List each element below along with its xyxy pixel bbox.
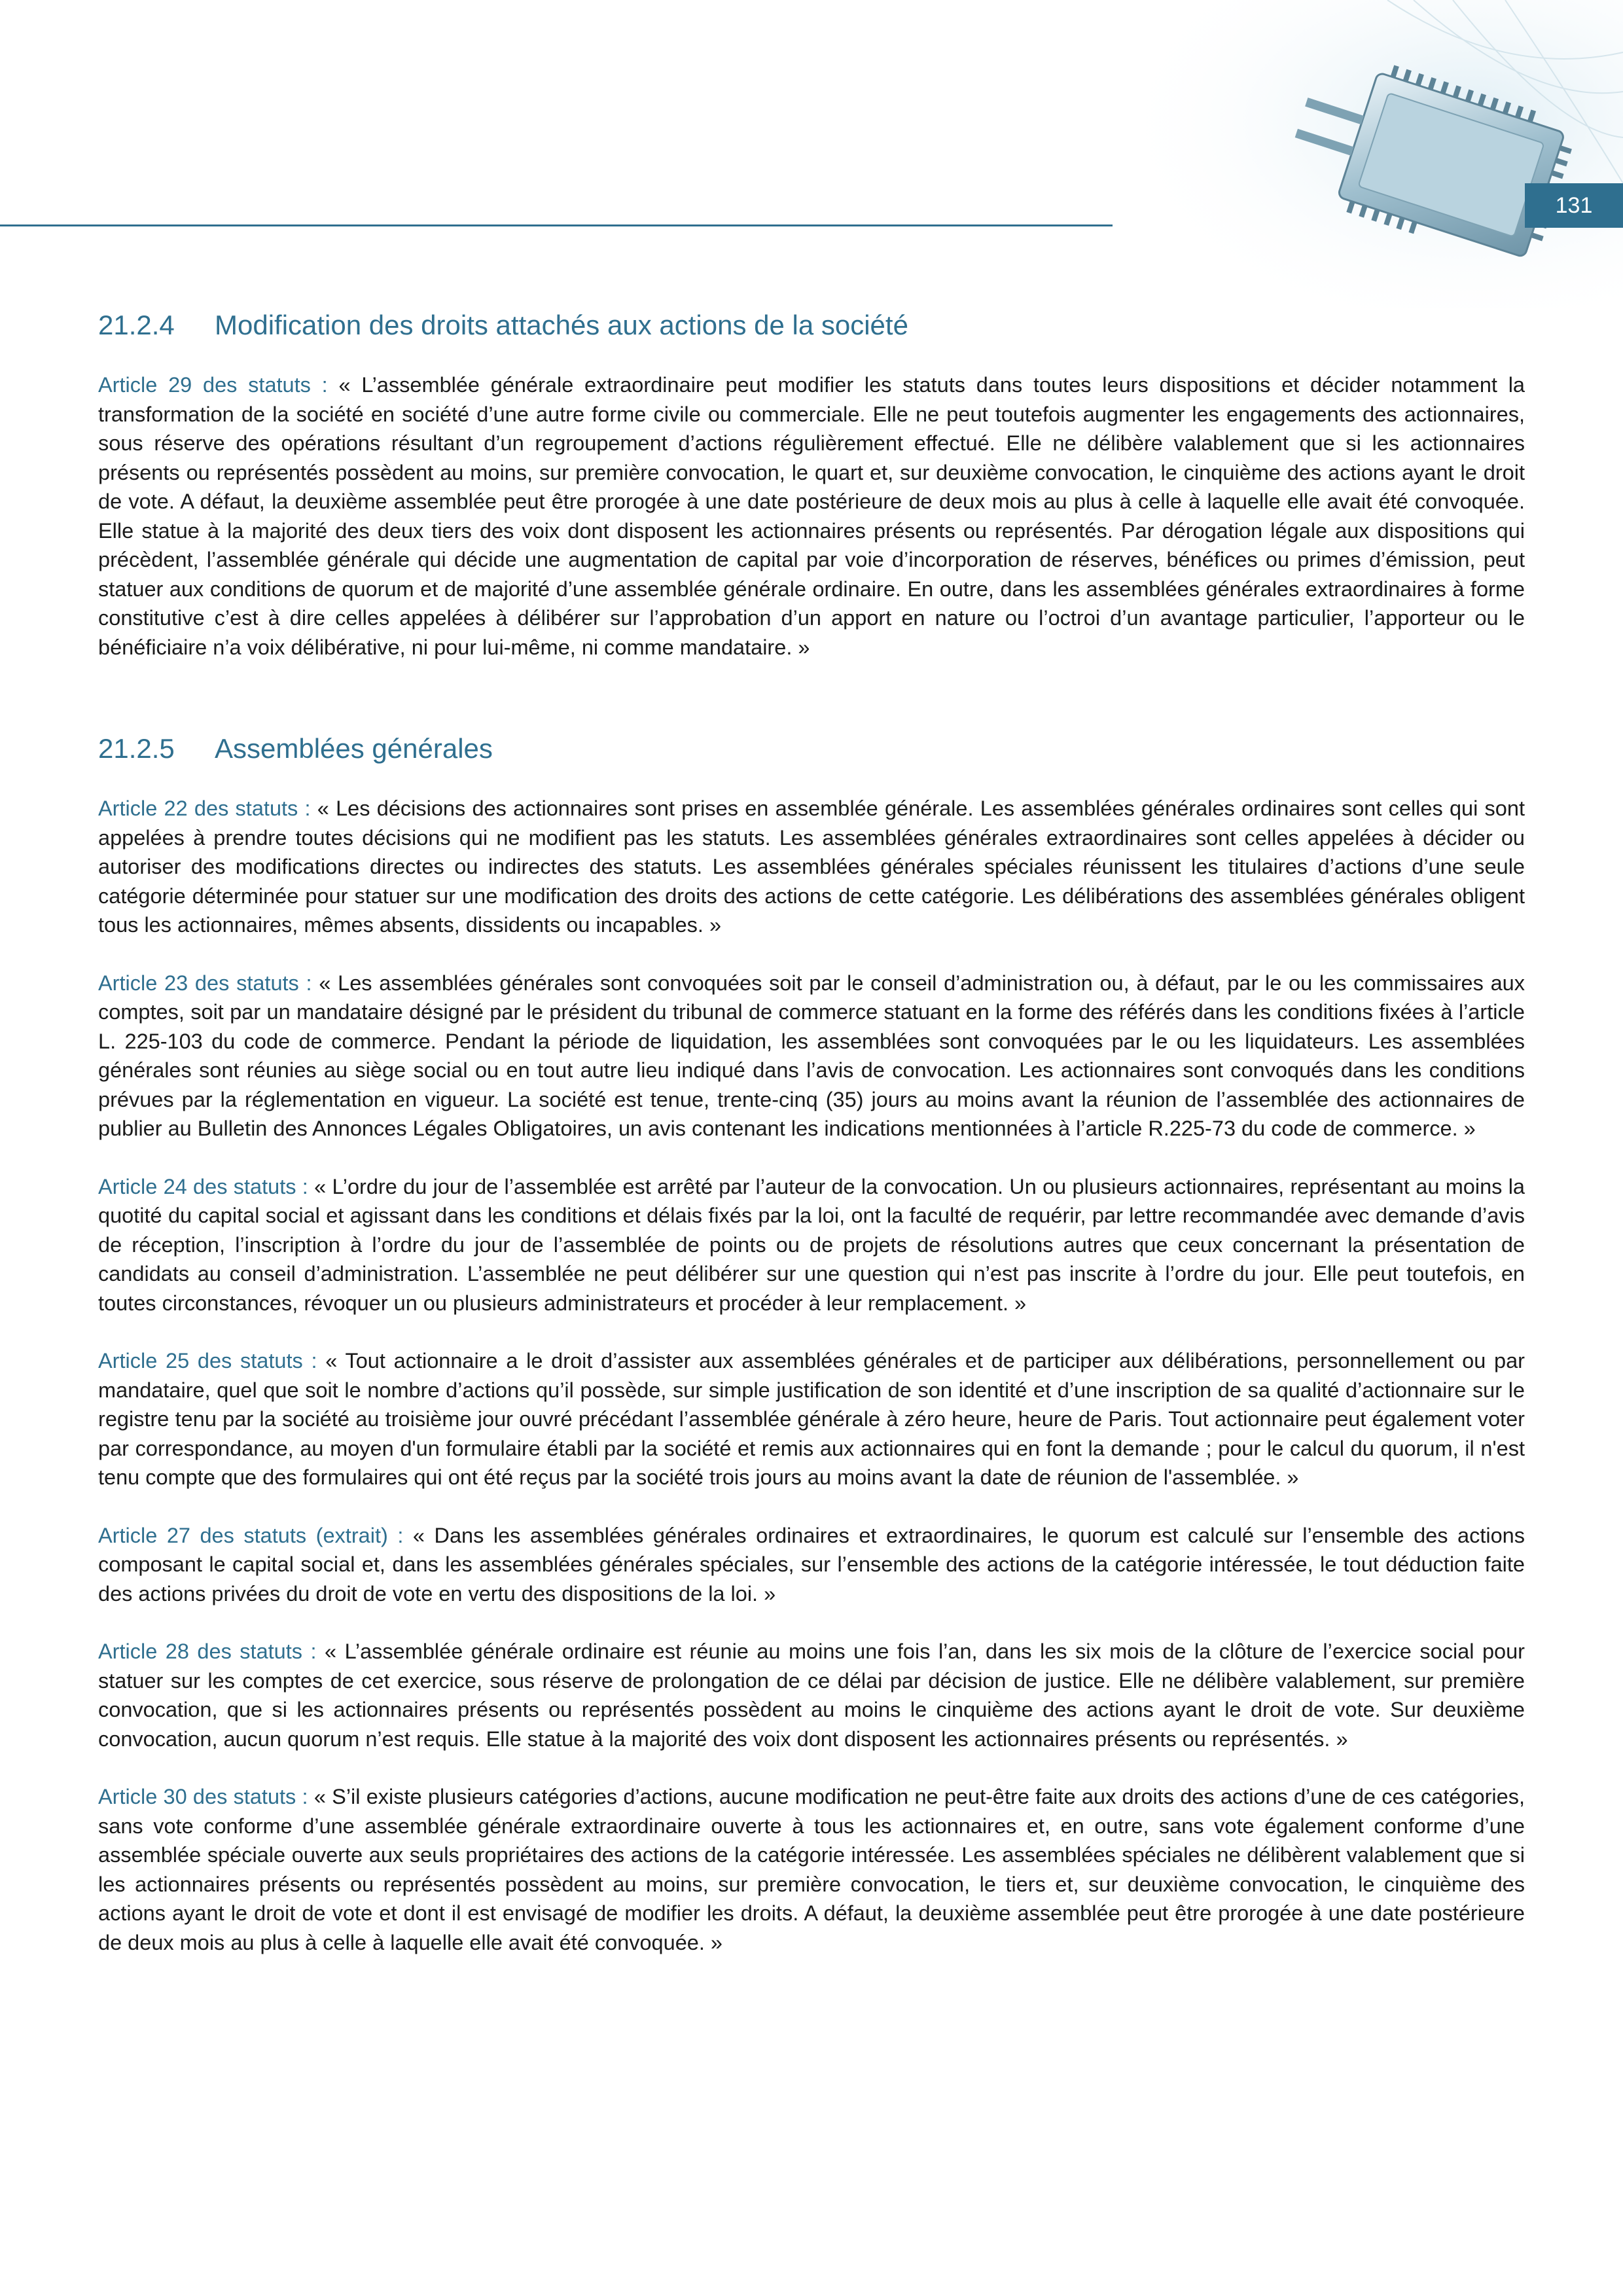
electronic-component-illustration [1113, 0, 1623, 308]
section-number: 21.2.4 [98, 310, 175, 340]
section-title: Modification des droits attachés aux actions de la société [215, 310, 908, 340]
section-heading-21-2-5 [98, 731, 1525, 766]
article-27 [98, 1521, 1525, 1609]
article-reference: Article 30 des statuts : [98, 1785, 308, 1808]
article-24 [98, 1172, 1525, 1318]
document-body [98, 308, 1525, 1986]
article-reference: Article 29 des statuts : [98, 373, 328, 397]
section-number: 21.2.5 [98, 733, 175, 764]
page-number: 131 [1525, 183, 1623, 228]
section-title: Assemblées générales [215, 733, 493, 764]
article-text: « L’assemblée générale extraordinaire peut modifier les statuts dans toutes leurs dispositions et décider notamment la transformation de la société en société d’une autre forme civile ou commerciale. Elle ne peut toutefois augmenter les engagements des actionnaires, sous réserve des opérations résultant d’un regroupement d’actions régulièrement effectué. Elle ne délibère valablement que si les actionnaires présents ou représentés possèdent au moins, sur première convocation, le quart et, sur deuxième convocation, le cinquième des actions ayant le droit de vote. A défaut, la deuxième assemblée peut être prorogée à une date postérieure de deux mois au plus à celle à laquelle elle avait été convoquée. Elle statue à la majorité des deux tiers des voix dont disposent les actionnaires présents ou représentés. Par dérogation légale aux dispositions qui précèdent, l’assemblée générale qui décide une augmentation de capital par voie d’incorporation de réserves, bénéfices ou primes d’émission, peut statuer aux conditions de quorum et de majorité d’une assemblée générale ordinaire. En outre, dans les assemblées générales extraordinaires à forme constitutive c’est à dire celles appelées à délibérer sur l’approbation d’un apport en nature ou l’octroi d’un avantage particulier, l’apporteur ou le bénéficiaire n’a voix délibérative, ni pour lui-même, ni comme mandataire. » [98, 373, 1525, 659]
article-reference: Article 28 des statuts : [98, 1640, 317, 1663]
article-25 [98, 1346, 1525, 1492]
article-reference: Article 27 des statuts (extrait) : [98, 1523, 404, 1547]
article-text: « Dans les assemblées générales ordinaires et extraordinaires, le quorum est calculé sur l’ensemble des actions composant le capital social et, dans les assemblées générales spéciales, sur l’ensemble des actions de la catégorie intéressée, le tout déduction faite des actions privées du droit de vote en vertu des dispositions de la loi. » [98, 1523, 1525, 1605]
article-text: « L’assemblée générale ordinaire est réunie au moins une fois l’an, dans les six mois de la clôture de l’exercice social pour statuer sur les comptes de cet exercice, sous réserve de prolongation de ce délai par décision de justice. Elle ne délibère valablement, sur première convocation, que si les actionnaires présents ou représentés possèdent au moins le cinquième des actions ayant le droit de vote. Sur deuxième convocation, aucun quorum n’est requis. Elle statue à la majorité des voix dont disposent les actionnaires présents ou représentés. » [98, 1640, 1525, 1751]
article-reference: Article 22 des statuts : [98, 797, 311, 820]
article-text: « Les décisions des actionnaires sont prises en assemblée générale. Les assemblées générales ordinaires sont celles qui sont appelées à prendre toutes décisions qui ne modifient pas les statuts. Les assemblées générales extraordinaires sont celles appelées à décider ou autoriser des modifications directes ou indirectes des statuts. Les assemblées générales spéciales réunissent les titulaires d’actions d’une seule catégorie déterminée pour statuer sur une modification des droits des actions de cette catégorie. Les délibérations des assemblées générales obligent tous les actionnaires, mêmes absents, dissidents ou incapables. » [98, 797, 1525, 937]
article-reference: Article 24 des statuts : [98, 1174, 308, 1198]
header-rule [0, 224, 1113, 226]
article-23 [98, 969, 1525, 1143]
article-30 [98, 1782, 1525, 1957]
article-text: « Tout actionnaire a le droit d’assister aux assemblées générales et de participer aux délibérations, personnellement ou par mandataire, quel que soit le nombre d’actions qu’il possède, sur simple justification de son identité et d’une inscription de sa qualité d’actionnaire sur le registre tenu par la société au troisième jour ouvré précédant l’assemblée générale à zéro heure, heure de Paris. Tout actionnaire peut également voter par correspondance, au moyen d'un formulaire établi par la société et remis aux actionnaires qui en font la demande ; pour le calcul du quorum, il n'est tenu compte que des formulaires qui ont été reçus par la société trois jours au moins avant la date de réunion de l'assemblée. » [98, 1349, 1525, 1489]
article-text: « S’il existe plusieurs catégories d’actions, aucune modification ne peut-être faite aux droits des actions d’une de ces catégories, sans vote conforme d’une assemblée générale extraordinaire ouverte à tous les actionnaires et, en outre, sans vote également conforme d’une assemblée spéciale ouverte aux seuls propriétaires des actions de la catégorie intéressée. Les assemblées spéciales ne délibèrent valablement que si les actionnaires présents ou représentés possèdent au moins, sur première convocation, le tiers et, sur deuxième convocation, le cinquième des actions ayant le droit de vote et dont il est envisagé de modifier les droits. A défaut, la deuxième assemblée peut être prorogée à une date postérieure de deux mois au plus à celle à laquelle elle avait été convoquée. » [98, 1785, 1525, 1954]
article-reference: Article 25 des statuts : [98, 1349, 317, 1372]
article-29 [98, 370, 1525, 662]
article-text: « L’ordre du jour de l’assemblée est arrêté par l’auteur de la convocation. Un ou plusieurs actionnaires, représentant au moins la quotité du capital social et agissant dans les conditions et délais fixés par la loi, ont la faculté de requérir, par lettre recommandée avec demande d’avis de réception, l’inscription à l’ordre du jour de l’assemblée de points ou de projets de résolutions autres que ceux concernant la présentation de candidats au conseil d’administration. L’assemblée ne peut délibérer sur une question qui n’est pas inscrite à l’ordre du jour. Elle peut toutefois, en toutes circonstances, révoquer un ou plusieurs administrateurs et procéder à leur remplacement. » [98, 1174, 1525, 1315]
article-22 [98, 794, 1525, 940]
article-28 [98, 1637, 1525, 1753]
article-text: « Les assemblées générales sont convoquées soit par le conseil d’administration ou, à défaut, par le ou les commissaires aux comptes, soit par un mandataire désigné par le président du tribunal de commerce statuant en la forme des référés dans les conditions fixées à l’article L. 225-103 du code de commerce. Pendant la période de liquidation, les assemblées sont convoquées par le ou les liquidateurs. Les assemblées générales sont réunies au siège social ou en tout autre lieu indiqué dans l’avis de convocation. Les actionnaires sont convoqués dans les conditions prévues par la réglementation en vigueur. La société est tenue, trente-cinq (35) jours au moins avant la réunion de l’assemblée des actionnaires de publier au Bulletin des Annonces Légales Obligatoires, un avis contenant les indications mentionnées à l’article R.225-73 du code de commerce. » [98, 971, 1525, 1140]
section-heading-21-2-4 [98, 308, 1525, 343]
article-reference: Article 23 des statuts : [98, 971, 312, 995]
